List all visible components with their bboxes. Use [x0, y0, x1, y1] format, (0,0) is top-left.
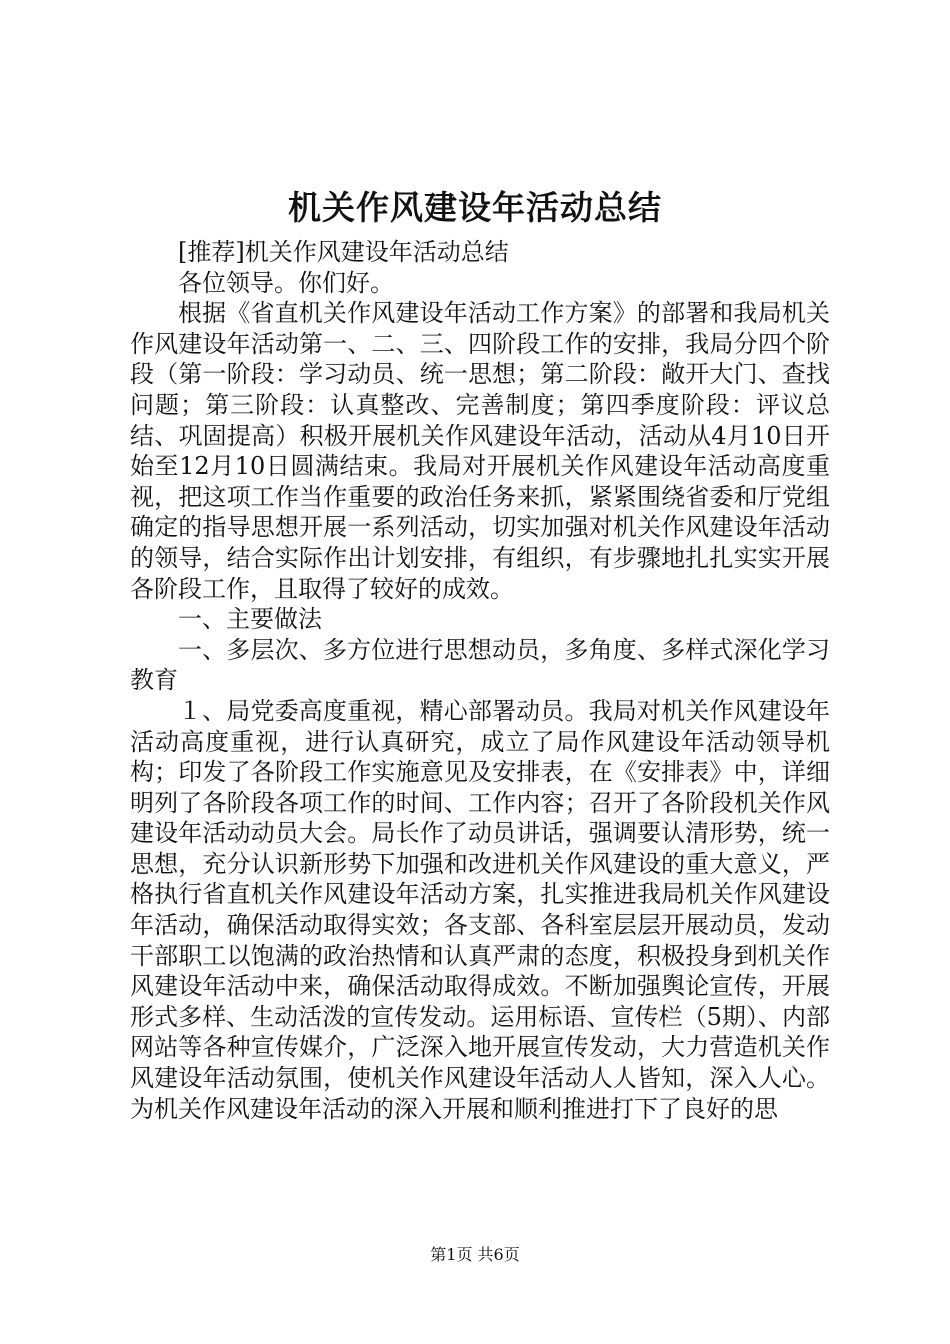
page-footer: 第1页 共6页: [430, 1245, 520, 1264]
paragraph-greeting: 各位领导。你们好。: [178, 268, 394, 297]
document-body: [130, 237, 830, 1124]
paragraph-recommend: [推荐]机关作风建设年活动总结: [178, 238, 509, 266]
paragraph-item-1: １、局党委高度重视，精心部署动员。我局对机关作风建设年活动高度重视，进行认真研究，成立了局作风建设年活动领导机构；印发了各阶段工作实施意见及安排表，在《安排表》中，详细明列了各阶段各项工作的时间、工作内容；召开了各阶段机关作风建设年活动动员大会。局长作了动员讲话，强调要认清形势，统一思想，充分认识新形势下加强和改进机关作风建设的重大意义，严格执行省直机关作风建设年活动方案，扎实推进我局机关作风建设年活动，确保活动取得实效；各支部、各科室层层开展动员，发动干部职工以饱满的政治热情和认真严肃的态度，积极投身到机关作风建设年活动中来，确保活动取得成效。不断加强舆论宣传，开展形式多样、生动活泼的宣传发动。运用标语、宣传栏（5期）、内部网站等各种宣传媒介，广泛深入地开展宣传发动，大力营造机关作风建设年活动氛围，使机关作风建设年活动人人皆知，深入人心。为机关作风建设年活动的深入开展和顺利推进打下了良好的思: [130, 696, 830, 1123]
document-title: 机关作风建设年活动总结: [288, 188, 662, 227]
subsection-heading-mobilization: 一、多层次、多方位进行思想动员，多角度、多样式深化学习教育: [130, 635, 830, 695]
section-heading-main-practices: 一、主要做法: [178, 605, 322, 634]
paragraph-intro: 根据《省直机关作风建设年活动工作方案》的部署和我局机关作风建设年活动第一、二、三、四阶段工作的安排，我局分四个阶段（第一阶段：学习动员、统一思想；第二阶段：敞开大门、查找问题；第三阶段：认真整改、完善制度；第四季度阶段：评议总结、巩固提高）积极开展机关作风建设年活动，活动从4月10日开始至12月10日圆满结束。我局对开展机关作风建设年活动高度重视，把这项工作当作重要的政治任务来抓，紧紧围绕省委和厅党组确定的指导思想开展一系列活动，切实加强对机关作风建设年活动的领导，结合实际作出计划安排，有组织，有步骤地扎扎实实开展各阶段工作，且取得了较好的成效。: [130, 299, 830, 603]
